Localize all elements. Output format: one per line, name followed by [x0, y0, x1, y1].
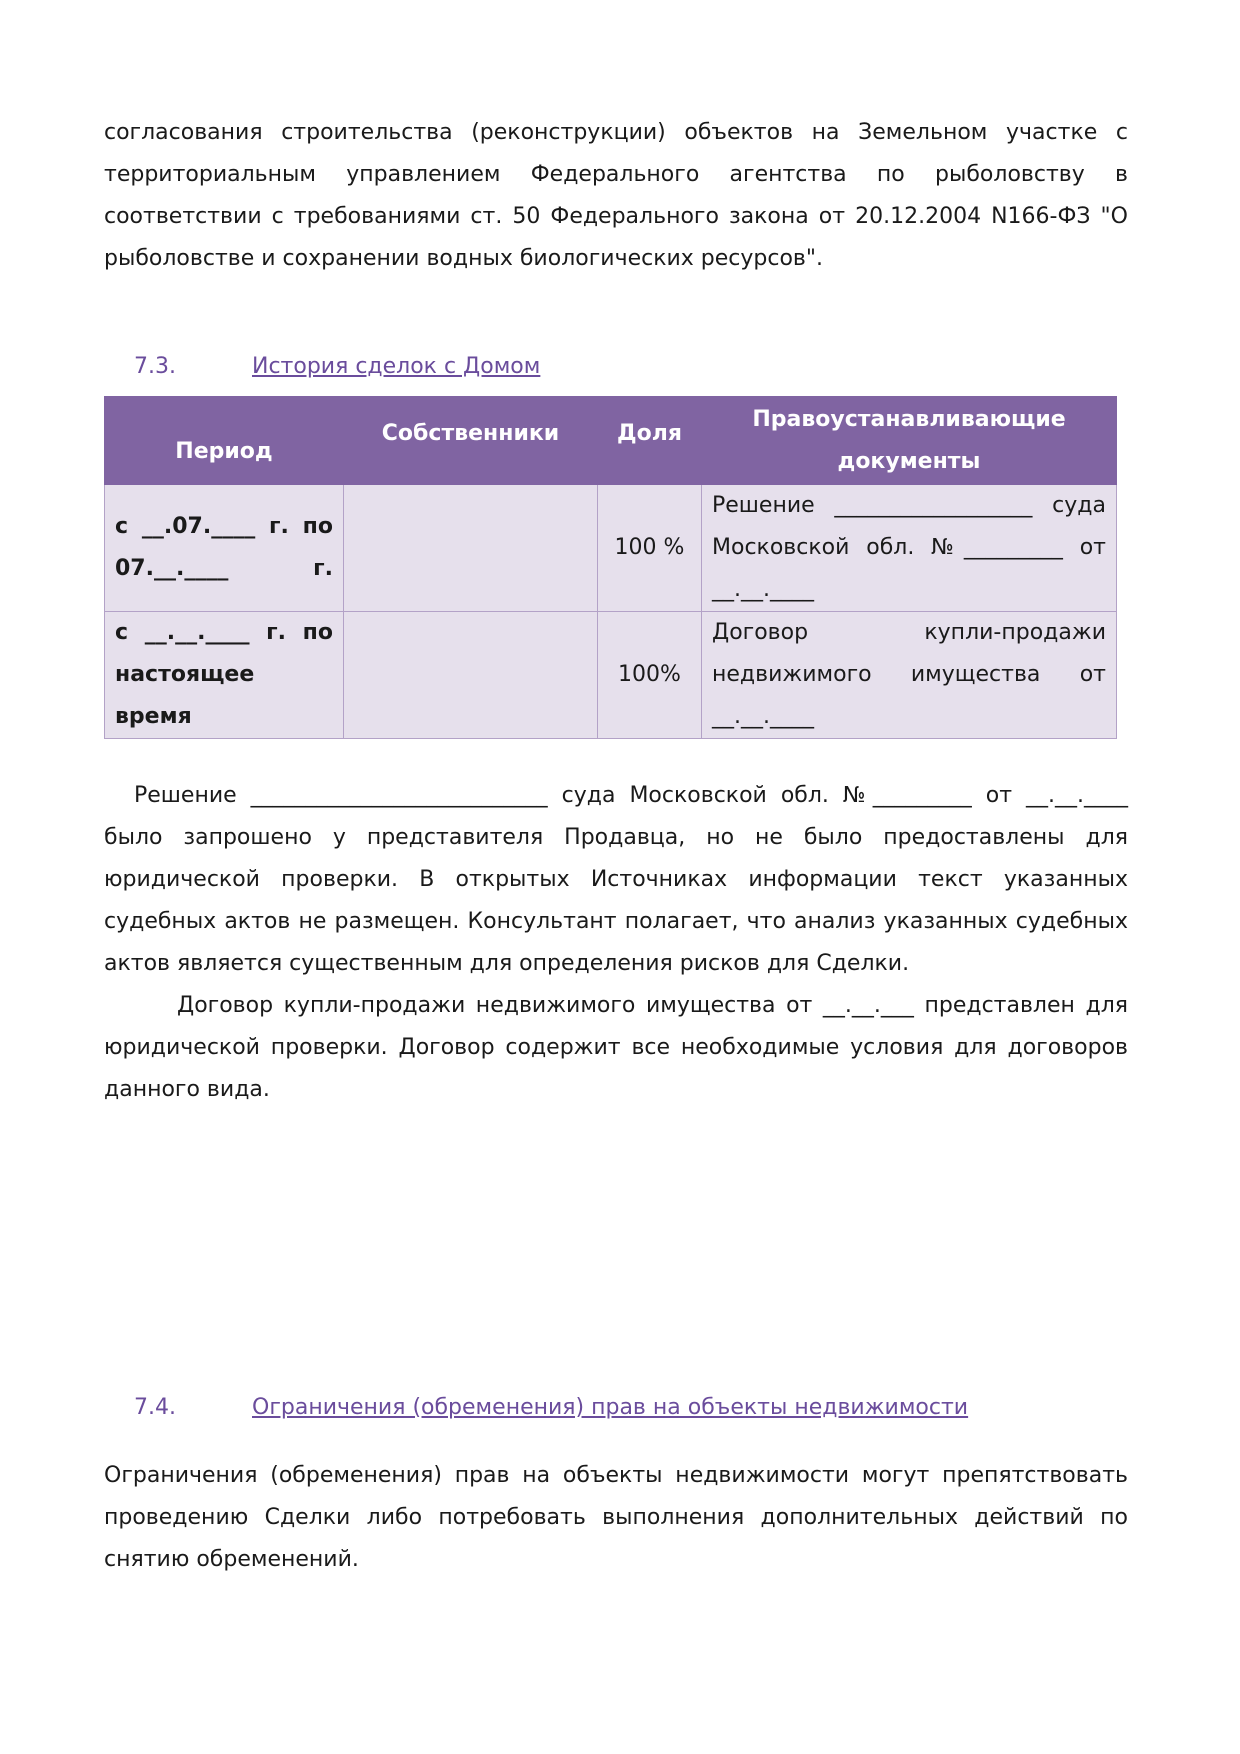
- cell-owners: [344, 612, 598, 739]
- cell-documents: Решение __________________ суда Московской обл. №_________ от __.__.____: [702, 485, 1117, 612]
- header-share: Доля: [598, 397, 702, 485]
- section-number: 7.4.: [134, 1395, 176, 1420]
- header-period: Период: [105, 397, 344, 485]
- table-header-row: [105, 397, 1117, 485]
- table-row: [105, 485, 1117, 612]
- cell-documents: Договор купли-продажи недвижимого имущества от __.__.____: [702, 612, 1117, 739]
- cell-period: с __.07.____ г. по 07.__.____ г.: [105, 485, 344, 612]
- decision-paragraph: Решение ___________________________ суда Московской обл. №_________ от __.__.____ было запрошено у представителя Продавца, но не было предоставлены для юридической проверки. В открытых Источниках информации текст указанных судебных актов не размещен. Консультант полагает, что анализ указанных судебных актов является существенным для определения рисков для Сделки.: [104, 783, 1128, 976]
- section-title: История сделок с Домом: [252, 354, 541, 379]
- contract-paragraph: Договор купли-продажи недвижимого имущества от __.__.___ представлен для юридической проверки. Договор содержит все необходимые условия для договоров данного вида.: [104, 993, 1128, 1102]
- section-title: Ограничения (обременения) прав на объекты недвижимости: [252, 1395, 969, 1420]
- table-row: [105, 612, 1117, 739]
- section-heading-7-3: [134, 352, 540, 382]
- section-number: 7.3.: [134, 354, 176, 379]
- header-documents: Правоустанавливающие документы: [702, 397, 1117, 485]
- cell-share: 100 %: [598, 485, 702, 612]
- header-owners: Собственники: [344, 397, 598, 485]
- section-heading-7-4: [134, 1393, 968, 1423]
- cell-share: 100%: [598, 612, 702, 739]
- cell-period: с __.__.____ г. по настоящее время: [105, 612, 344, 739]
- cell-owners: [344, 485, 598, 612]
- deals-history-table: [104, 396, 1117, 739]
- restrictions-paragraph: Ограничения (обременения) прав на объекты недвижимости могут препятствовать проведению Сделки либо потребовать выполнения дополнительных действий по снятию обременений.: [104, 1463, 1128, 1572]
- intro-paragraph: согласования строительства (реконструкции) объектов на Земельном участке с территориальным управлением Федерального агентства по рыболовству в соответствии с требованиями ст. 50 Федерального закона от 20.12.2004 N166-ФЗ "О рыболовстве и сохранении водных биологических ресурсов".: [104, 120, 1128, 271]
